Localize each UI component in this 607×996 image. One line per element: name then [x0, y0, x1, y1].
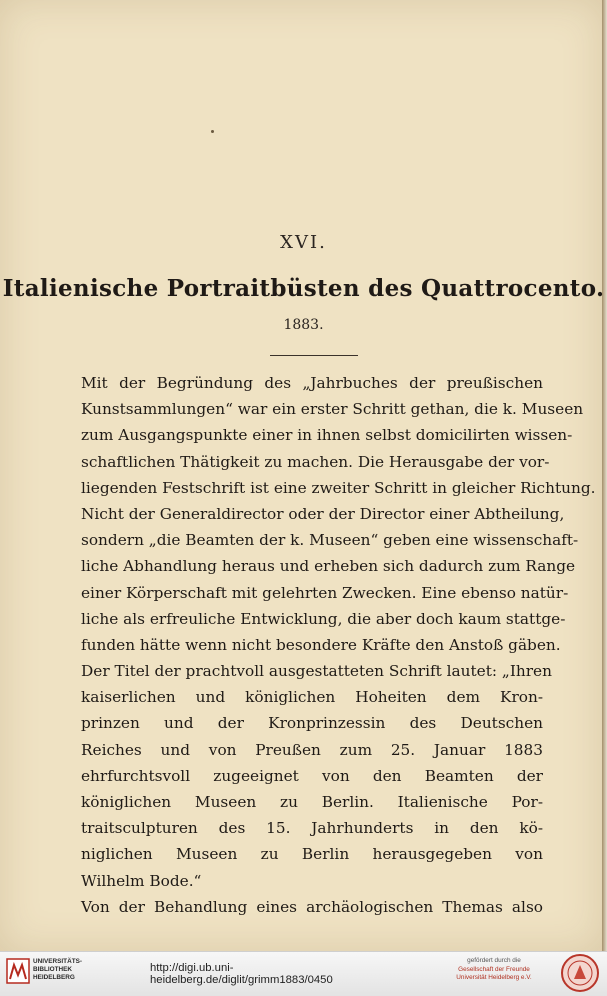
- text-line: Wilhelm Bode.“: [81, 871, 202, 890]
- text-line: Von der Behandlung eines archäologischen Themas also: [81, 897, 543, 916]
- page-speck: [211, 130, 214, 133]
- text-line: Nicht der Generaldirector oder der Director einer Abtheilung,: [81, 504, 565, 523]
- society-seal-icon: [560, 953, 600, 993]
- text-line: Kunstsammlungen“ war ein erster Schritt gethan, die k. Museen: [81, 400, 584, 419]
- chapter-title: Italienische Portraitbüsten des Quattrocento.: [2, 275, 605, 302]
- text-line: sondern „die Beamten der k. Museen“ geben eine wissenschaft-: [81, 531, 579, 550]
- text-line: liche Abhandlung heraus und erheben sich dadurch zum Range: [81, 557, 576, 576]
- text-line: niglichen Museen zu Berlin herausgegeben von: [81, 845, 543, 864]
- text-line: Reiches und von Preußen zum 25. Januar 1883: [81, 740, 543, 759]
- text-line: zum Ausgangspunkte einer in ihnen selbst domicilirten wissen-: [81, 426, 573, 445]
- page-url-link[interactable]: http://digi.ub.uni-heidelberg.de/diglit/grimm1883/0450: [150, 962, 333, 986]
- text-line: kaiserlichen und königlichen Hoheiten dem Kron-: [81, 688, 543, 707]
- chapter-year: 1883.: [283, 317, 324, 333]
- text-line: liche als erfreuliche Entwicklung, die aber doch kaum stattge-: [81, 609, 566, 628]
- sponsor-line: gefördert durch die: [467, 957, 521, 964]
- text-line: ehrfurchtsvoll zugeeignet von den Beamten der: [81, 766, 543, 785]
- chapter-number: XVI.: [280, 232, 327, 253]
- text-line: Der Titel der prachtvoll ausgestatteten Schrift lautet: „Ihren: [81, 662, 552, 681]
- text-line: königlichen Museen zu Berlin. Italienische Por-: [81, 793, 543, 811]
- text-line: prinzen und der Kronprinzessin des Deutschen: [81, 714, 543, 733]
- sponsor-line: Gesellschaft der Freunde: [458, 965, 530, 973]
- text-line: einer Körperschaft mit gelehrten Zwecken. Eine ebenso natür-: [81, 583, 569, 602]
- text-line: liegenden Festschrift ist eine zweiter Schritt in gleicher Richtung.: [81, 478, 596, 497]
- text-line: Mit der Begründung des „Jahrbuches der preußischen: [81, 374, 543, 392]
- text-line: schaftlichen Thätigkeit zu machen. Die Herausgabe der vor-: [81, 452, 550, 471]
- sponsor-line: Universität Heidelberg e.V.: [456, 974, 532, 982]
- text-line: traitsculpturen des 15. Jahrhunderts in den kö-: [81, 819, 543, 838]
- body-text: [81, 370, 596, 920]
- text-line: funden hätte wenn nicht besondere Kräfte den Anstoß gäben.: [81, 635, 561, 654]
- university-name: UNIVERSITÄTS- BIBLIOTHEK HEIDELBERG: [33, 958, 82, 981]
- university-logo-icon: [6, 957, 30, 985]
- sponsor-credit: [438, 957, 550, 983]
- title-divider: [270, 355, 358, 356]
- page-edge: [602, 0, 607, 951]
